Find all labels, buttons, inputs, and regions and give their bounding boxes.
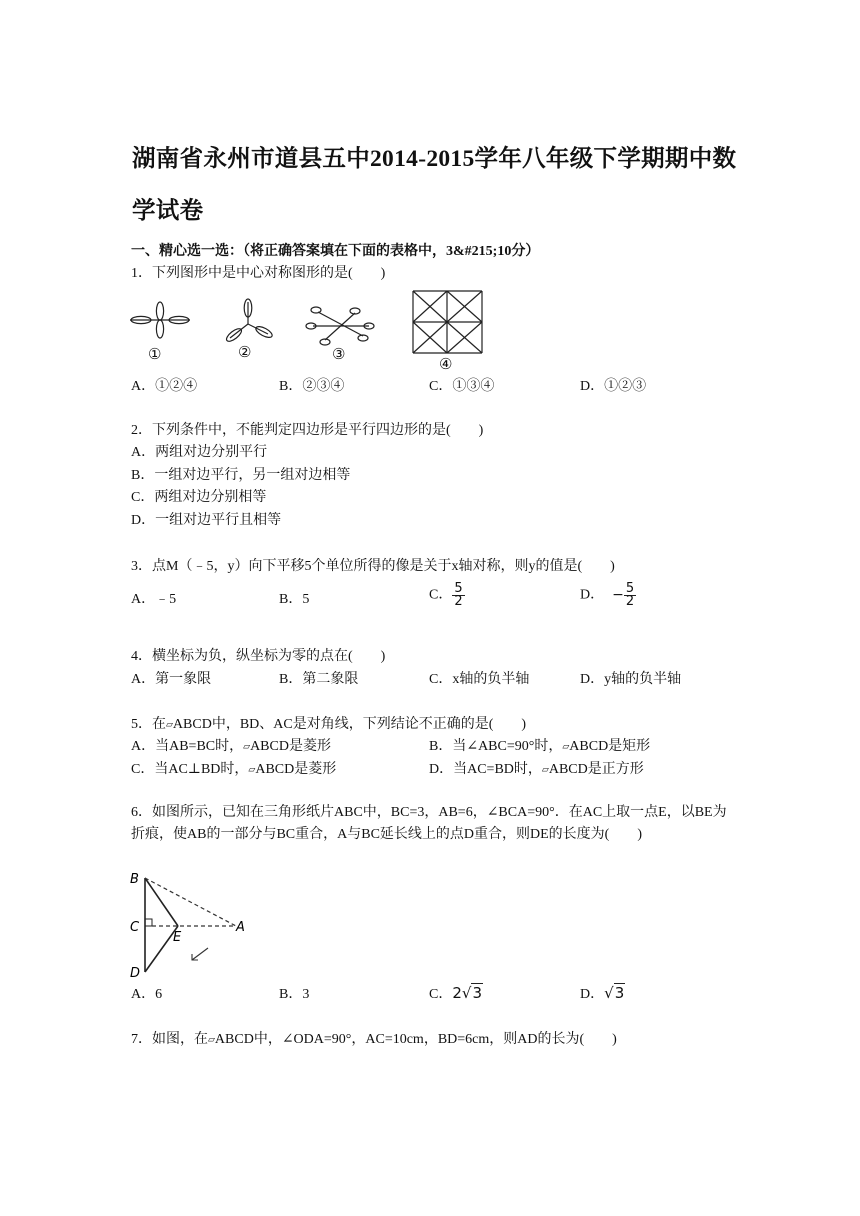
q1-option-c: C．①③④ xyxy=(429,379,495,394)
q5-stem xyxy=(131,716,526,734)
q5-option-d-pre: D．当AC=BD时， xyxy=(429,762,542,777)
point-c-label: C xyxy=(130,920,140,935)
q3-option-c xyxy=(429,583,465,608)
q1-option-a: A．①②④ xyxy=(131,379,198,394)
q1-stem: 1．下列图形中是中心对称图形的是( ) xyxy=(131,266,386,281)
sqrt-coefficient: 2 xyxy=(452,984,462,1002)
fraction-numerator: 5 xyxy=(625,581,635,596)
q1-figure-2 xyxy=(218,294,288,364)
q1-figure-1 xyxy=(128,296,198,366)
q6-option-d-label: D． xyxy=(580,987,605,1002)
sqrt-radicand: 3 xyxy=(614,984,625,1002)
section-heading: 一、精心选一选：（将正确答案填在下面的表格中，3&#215;10分） xyxy=(131,244,540,259)
q7-stem xyxy=(131,1031,617,1049)
q4-option-c: C．x轴的负半轴 xyxy=(429,672,530,687)
q5-option-b-pre: B．当∠ABC=90°时， xyxy=(429,739,563,754)
parallelogram-icon: ▱ xyxy=(243,742,251,752)
q6-figure xyxy=(126,866,256,981)
q5-option-a xyxy=(131,738,331,756)
q1-figure-4-label: ④ xyxy=(439,357,453,373)
q1-figure-1-label: ① xyxy=(148,347,162,363)
q3-option-d xyxy=(580,583,636,608)
q2-option-a: A．两组对边分别平行 xyxy=(131,445,268,460)
q5-option-c xyxy=(131,761,336,779)
q3-option-d-fraction xyxy=(624,583,636,608)
q5-option-b-post: ABCD是矩形 xyxy=(569,739,651,754)
q1-figure-3-label: ③ xyxy=(332,347,346,363)
q1-figure-2-label: ② xyxy=(238,345,252,361)
point-a-label: A xyxy=(236,920,245,935)
q5-stem-suffix: ABCD中，BD、AC是对角线，下列结论不正确的是( ) xyxy=(172,717,527,732)
q5-option-a-post: ABCD是菱形 xyxy=(250,739,331,754)
q1-option-b: B．②③④ xyxy=(279,379,345,394)
point-e-label: E xyxy=(173,930,182,945)
q1-option-d: D．①②③ xyxy=(580,379,647,394)
q2-option-d: D．一组对边平行且相等 xyxy=(131,513,282,528)
q6-option-c-value xyxy=(452,983,483,1002)
q6-option-d xyxy=(580,984,625,1004)
q3-option-b: B．5 xyxy=(279,592,310,607)
sqrt-icon: √ xyxy=(461,984,472,1002)
fraction-denominator: 2 xyxy=(625,594,635,609)
parallelogram-icon: ▱ xyxy=(562,742,570,752)
q2-option-b: B．一组对边平行，另一组对边相等 xyxy=(131,468,351,483)
sqrt-icon: √ xyxy=(604,984,614,1002)
point-d-label: D xyxy=(130,966,141,981)
q6-option-c xyxy=(429,984,483,1004)
point-b-label: B xyxy=(130,872,139,887)
parallelogram-icon: ▱ xyxy=(541,765,549,775)
q1-figure-4 xyxy=(410,288,486,356)
q6-option-c-label: C． xyxy=(429,987,453,1002)
q3-option-d-label: D． xyxy=(580,587,605,603)
q7-stem-prefix: 7．如图，在 xyxy=(131,1032,208,1047)
q4-option-a: A．第一象限 xyxy=(131,672,212,687)
q3-option-c-label: C． xyxy=(429,587,453,603)
q2-stem: 2．下列条件中，不能判定四边形是平行四边形的是( ) xyxy=(131,423,484,438)
q6-option-b: B．3 xyxy=(279,987,310,1002)
q4-option-b: B．第二象限 xyxy=(279,672,359,687)
parallelogram-icon: ▱ xyxy=(166,720,173,730)
negative-sign: − xyxy=(612,586,624,603)
q4-option-d: D．y轴的负半轴 xyxy=(580,672,682,687)
q5-option-b xyxy=(429,738,650,756)
parallelogram-icon: ▱ xyxy=(208,1035,215,1045)
q5-option-c-pre: C．当AC⊥BD时， xyxy=(131,762,249,777)
q6-stem: 6．如图所示，已知在三角形纸片ABC中，BC=3，AB=6，∠BCA=90°．在AC上取一点E，以BE为折痕，使AB的一部分与BC重合，A与BC延长线上的点D重合，则DE的长度为( ) xyxy=(131,805,727,842)
q3-option-a: A．﹣5 xyxy=(131,592,177,607)
q5-option-d xyxy=(429,761,644,779)
q3-option-c-fraction xyxy=(452,583,464,608)
q5-option-a-pre: A．当AB=BC时， xyxy=(131,739,244,754)
q6-option-a: A．6 xyxy=(131,987,163,1002)
q5-option-d-post: ABCD是正方形 xyxy=(548,762,644,777)
page-title: 湖南省永州市道县五中2014-2015学年八年级下学期期中数学试卷 xyxy=(132,146,737,224)
fraction-numerator: 5 xyxy=(454,581,463,596)
q4-stem: 4．横坐标为负，纵坐标为零的点在( ) xyxy=(131,649,386,664)
q5-stem-prefix: 5．在 xyxy=(131,717,166,732)
fraction-denominator: 2 xyxy=(454,594,463,609)
sqrt-radicand: 3 xyxy=(472,984,482,1002)
parallelogram-icon: ▱ xyxy=(248,765,256,775)
q5-option-c-post: ABCD是菱形 xyxy=(255,762,337,777)
q2-option-c: C．两组对边分别相等 xyxy=(131,490,267,505)
q7-stem-suffix: ABCD中，∠ODA=90°，AC=10cm，BD=6cm，则AD的长为( ) xyxy=(214,1032,617,1047)
q3-stem: 3．点M（﹣5，y）向下平移5个单位所得的像是关于x轴对称，则y的值是( ) xyxy=(131,559,615,574)
q6-option-d-value xyxy=(604,983,625,1002)
